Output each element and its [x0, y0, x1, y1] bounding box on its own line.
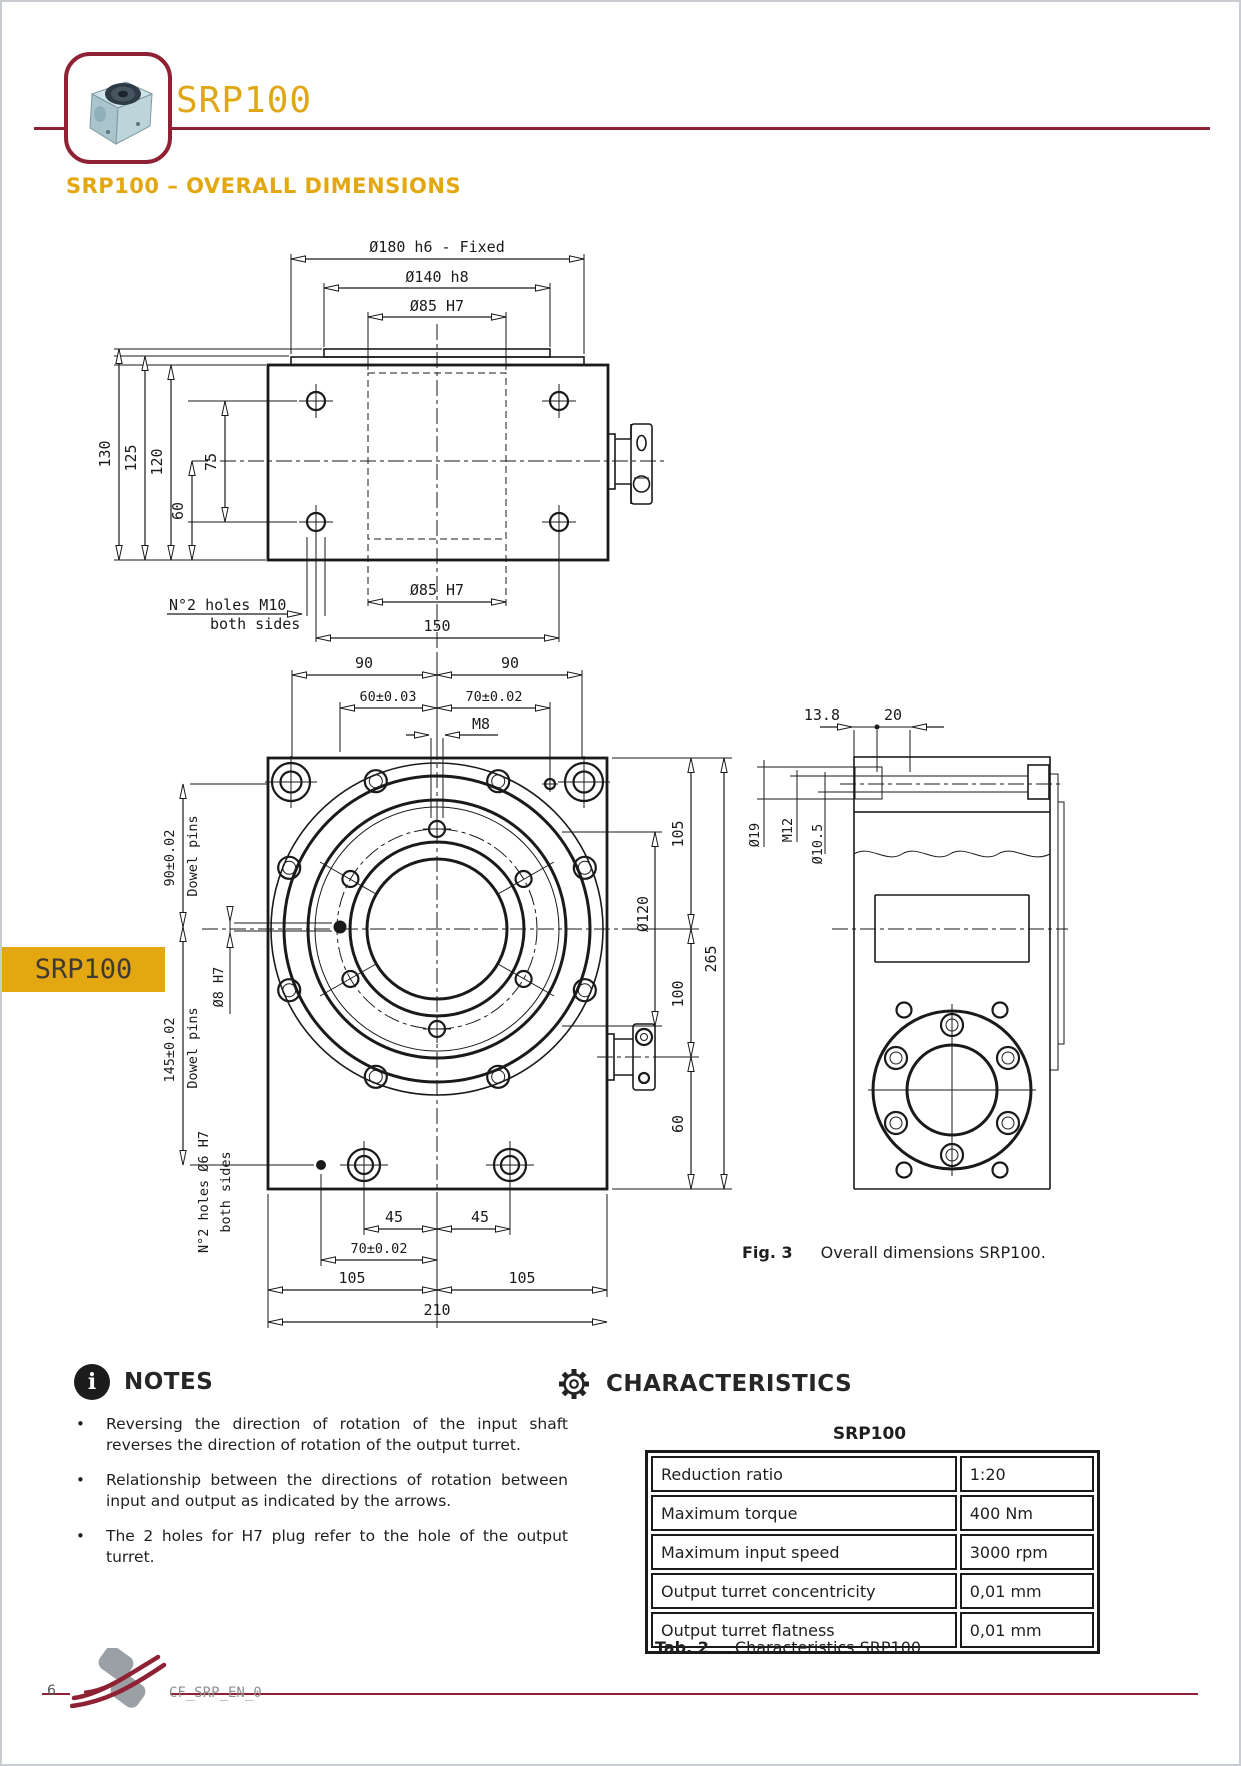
holes-note-both-sides: both sides	[210, 615, 301, 633]
side-view	[747, 706, 1068, 1189]
dim-dia140: Ø140 h8	[405, 268, 469, 286]
company-logo	[70, 1648, 170, 1708]
table-row	[651, 1495, 1094, 1531]
dim-dia180: Ø180 h6 - Fixed	[369, 238, 505, 256]
table-caption-text: Characteristics SRP100.	[734, 1638, 927, 1657]
note-item	[62, 1470, 572, 1512]
label-both-sides: both sides	[218, 1151, 234, 1233]
dim-20: 20	[883, 706, 903, 724]
row-value: 0,01 mm	[960, 1612, 1094, 1648]
side-tab: SRP100	[2, 947, 165, 992]
dim-dia120: Ø120	[634, 895, 652, 933]
dim-100: 100	[669, 980, 687, 1008]
row-label: Maximum torque	[651, 1495, 957, 1531]
dowel-pins	[316, 921, 347, 1171]
table-row	[651, 1456, 1094, 1492]
row-value: 3000 rpm	[960, 1534, 1094, 1570]
label-holes-dia6: N°2 holes Ø6 H7	[196, 1131, 212, 1253]
input-shaft	[608, 424, 652, 504]
dim-60-right: 60	[669, 1114, 687, 1134]
bullet-icon: •	[76, 1471, 85, 1490]
gear-icon	[554, 1364, 594, 1404]
row-label: Output turret concentricity	[651, 1573, 957, 1609]
dim-90-dowel: 90±0.02	[162, 829, 178, 887]
row-value: 0,01 mm	[960, 1573, 1094, 1609]
page-number: 6	[47, 1683, 56, 1699]
note-text: The 2 holes for H7 plug refer to the hole of the output turret.	[106, 1527, 568, 1567]
dim-45-right: 45	[470, 1208, 490, 1226]
dim-dia85-top: Ø85 H7	[409, 297, 465, 315]
dim-265: 265	[702, 945, 720, 973]
table-row	[651, 1573, 1094, 1609]
figure-caption-text: Overall dimensions SRP100.	[820, 1243, 1046, 1262]
output-flange	[868, 1003, 1036, 1178]
product-photo-logo	[64, 52, 172, 164]
note-text: Relationship between the directions of rotation between input and output as indicated by the arrows.	[106, 1471, 568, 1511]
dim-210: 210	[423, 1301, 451, 1319]
row-label: Reduction ratio	[651, 1456, 957, 1492]
dim-130: 130	[96, 440, 114, 468]
dim-90-left: 90	[354, 654, 374, 672]
dim-145-dowel: 145±0.02	[162, 1017, 178, 1083]
dim-13-8: 13.8	[803, 706, 840, 724]
label-dowel-pins-top: Dowel pins	[185, 815, 201, 897]
dim-120: 120	[148, 448, 166, 476]
dim-dia85-bottom: Ø85 H7	[409, 581, 465, 599]
dim-60-tol: 60±0.03	[359, 689, 417, 705]
dim-45-left: 45	[384, 1208, 404, 1226]
characteristics-table-title: SRP100	[832, 1424, 907, 1444]
header-rule	[34, 127, 1210, 130]
characteristics-title: CHARACTERISTICS	[606, 1371, 853, 1397]
table-row	[651, 1534, 1094, 1570]
bullet-icon: •	[76, 1527, 85, 1546]
characteristics-table	[645, 1450, 1100, 1654]
figure-caption	[742, 1243, 1046, 1262]
section-title: SRP100 – OVERALL DIMENSIONS	[66, 174, 462, 198]
dim-70-tol-bottom: 70±0.02	[350, 1241, 408, 1257]
dim-90-right: 90	[500, 654, 520, 672]
row-label: Output turret flatness	[651, 1612, 957, 1648]
gearbox-photo-icon	[76, 64, 160, 152]
note-text: Reversing the direction of rotation of the input shaft reverses the direction of rotation of the output turret.	[106, 1415, 568, 1455]
label-dowel-pins-bottom: Dowel pins	[185, 1007, 201, 1089]
dim-m8: M8	[472, 715, 491, 733]
note-item	[62, 1414, 572, 1456]
page-title: SRP100	[176, 80, 313, 121]
dim-dia8: Ø8 H7	[211, 966, 227, 1008]
top-view	[96, 238, 665, 652]
technical-drawing	[2, 197, 1241, 1332]
dim-125: 125	[122, 444, 140, 472]
notes-section	[62, 1364, 572, 1568]
table-caption-label: Tab. 2	[655, 1638, 709, 1657]
dim-150: 150	[423, 617, 451, 635]
dim-105-right: 105	[669, 820, 687, 848]
info-icon: i	[74, 1364, 110, 1400]
dim-dia19: Ø19	[747, 822, 763, 848]
notes-title: NOTES	[124, 1369, 214, 1395]
dim-m12: M12	[780, 817, 796, 843]
dim-105-bottom-right: 105	[508, 1269, 536, 1287]
dim-dia10-5: Ø10.5	[810, 823, 826, 865]
dim-70-tol-top: 70±0.02	[465, 689, 523, 705]
holes-note-m10: N°2 holes M10	[169, 596, 287, 614]
characteristics-section	[554, 1364, 1114, 1404]
table-caption	[655, 1638, 926, 1657]
row-label: Maximum input speed	[651, 1534, 957, 1570]
dim-60: 60	[169, 501, 187, 521]
bullet-icon: •	[76, 1415, 85, 1433]
dim-75: 75	[202, 452, 220, 472]
doc-code: CF_SRP_EN_0	[169, 1685, 262, 1701]
dim-105-bottom-left: 105	[338, 1269, 366, 1287]
figure-caption-label: Fig. 3	[742, 1243, 793, 1262]
row-value: 400 Nm	[960, 1495, 1094, 1531]
row-value: 1:20	[960, 1456, 1094, 1492]
front-view	[162, 652, 732, 1328]
note-item	[62, 1526, 572, 1568]
